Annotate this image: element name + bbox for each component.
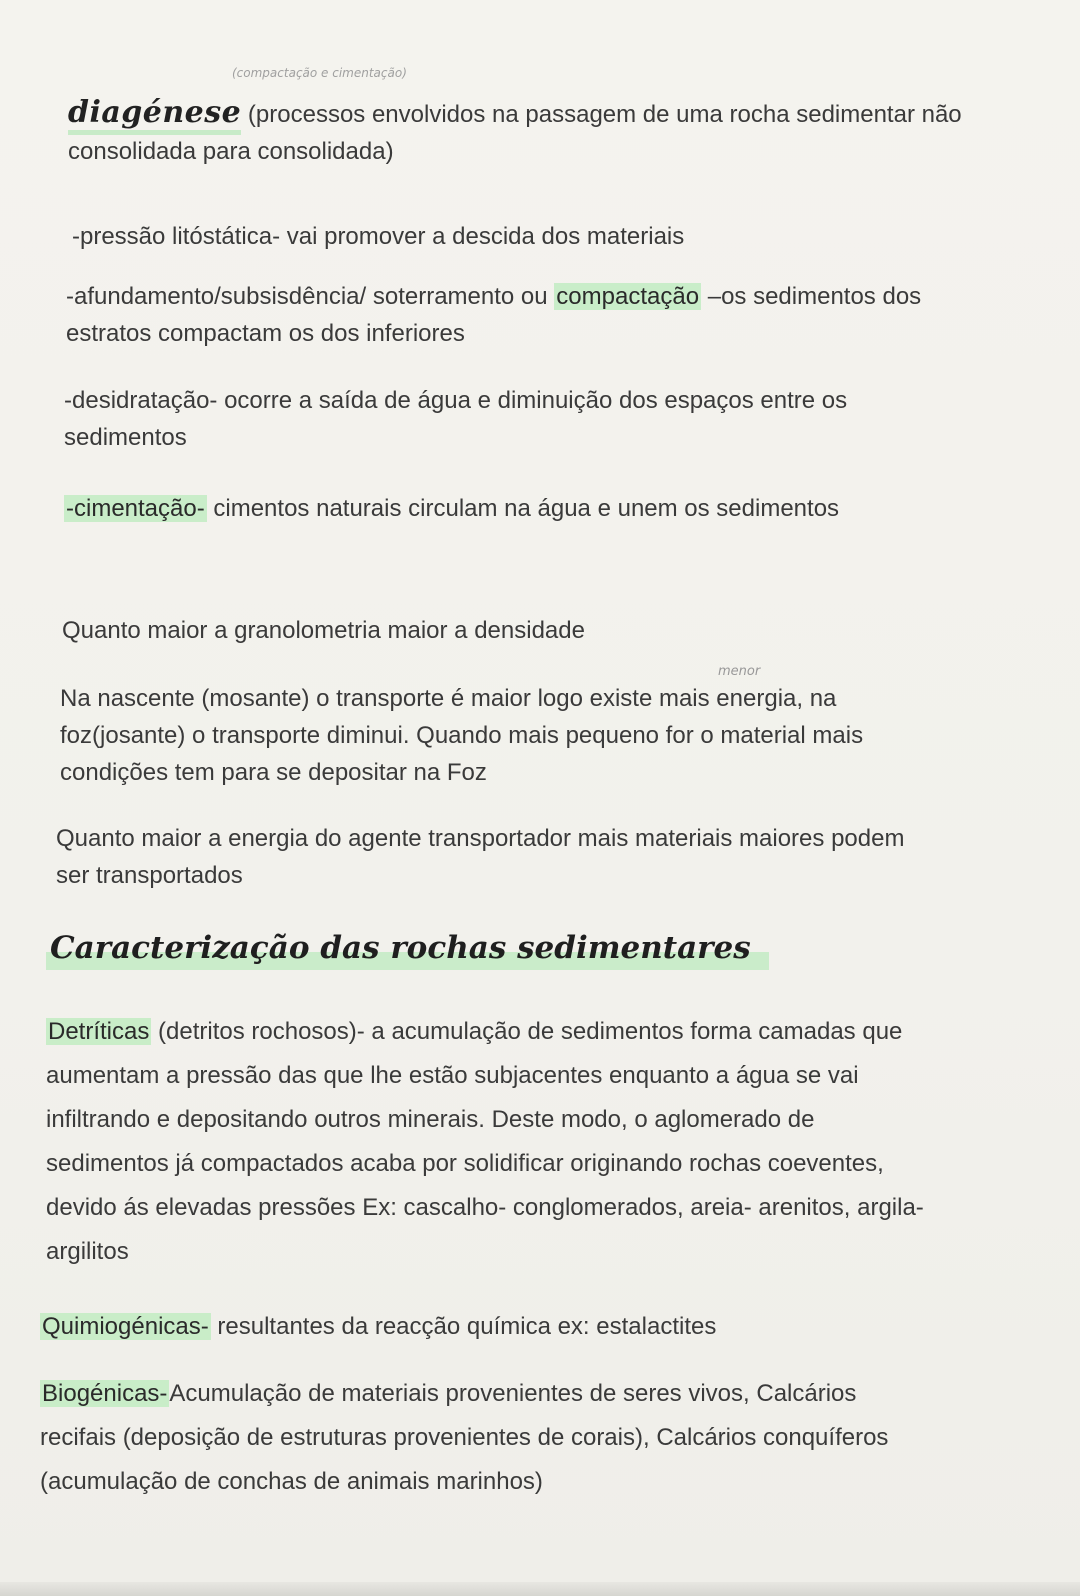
transporte-p1 [62,612,585,649]
transporte-p3-line-1: Quanto maior a energia do agente transportador mais materiais maiores podem [56,825,905,852]
item-afundamento-text-b: –os sedimentos dos [701,283,922,310]
detriticas-line-3: infiltrando e depositando outros minerais. Deste modo, o aglomerado de [46,1106,815,1133]
transporte-p3-line-2: ser transportados [56,862,243,889]
item-cimentacao [64,490,839,527]
quimiogenicas-text: resultantes da reacção química ex: estalactites [210,1313,717,1340]
item-desidratacao-line-2: sedimentos [64,424,187,451]
detriticas-paragraph [46,1010,924,1274]
detriticas-line-1: (detritos rochosos)- a acumulação de sedimentos forma camadas que [151,1018,903,1045]
item-cimentacao-text: cimentos naturais circulam na água e unem os sedimentos [206,495,840,522]
term-cimentacao: -cimentação- [66,495,205,522]
item-pressao-text: -pressão litóstática- vai promover a descida dos materiais [72,223,685,250]
item-afundamento [66,278,921,352]
item-afundamento-text-a: -afundamento/subsisdência/ soterramento ou [66,283,555,310]
transporte-p3 [56,820,904,894]
caracterizacao-heading: Caracterização das rochas sedimentares [46,930,769,970]
page-bottom-edge [0,1582,1080,1596]
item-desidratacao-line-1: -desidratação- ocorre a saída de água e diminuição dos espaços entre os [64,387,848,414]
diagenese-intro-line-2: consolidada para consolidada) [68,138,394,165]
detriticas-line-5: devido ás elevadas pressões Ex: cascalho- conglomerados, areia- arenitos, argila- [46,1194,924,1221]
diagenese-heading: diagénese [68,95,241,135]
transporte-p2 [60,680,863,791]
detriticas-line-2: aumentam a pressão das que lhe estão subjacentes enquanto a água se vai [46,1062,859,1089]
biogenicas-line-1: Acumulação de materiais provenientes de seres vivos, Calcários [169,1380,857,1407]
biogenicas-line-3: (acumulação de conchas de animais marinhos) [40,1468,543,1495]
term-detriticas: Detríticas [48,1018,150,1045]
item-pressao [72,218,684,255]
transporte-annotation-menor: menor [718,664,761,679]
biogenicas-line-2: recifais (deposição de estruturas provenientes de corais), Calcários conquíferos [40,1424,889,1451]
transporte-p2-line-3: condições tem para se depositar na Foz [60,759,487,786]
detriticas-line-4: sedimentos já compactados acaba por solidificar originando rochas coeventes, [46,1150,884,1177]
transporte-p2-line-1: Na nascente (mosante) o transporte é maior logo existe mais energia, na [60,685,837,712]
transporte-p1-text: Quanto maior a granolometria maior a densidade [62,617,585,644]
transporte-p2-line-2: foz(josante) o transporte diminui. Quando mais pequeno for o material mais [60,722,864,749]
biogenicas-paragraph [40,1372,888,1504]
detriticas-line-6: argilitos [46,1238,129,1265]
term-quimiogenicas: Quimiogénicas- [42,1313,209,1340]
item-afundamento-line-2: estratos compactam os dos inferiores [66,320,465,347]
diagenese-annotation: (compactação e cimentação) [232,66,407,80]
term-compactacao: compactação [556,283,700,310]
diagenese-intro-line-1: (processos envolvidos na passagem de uma rocha sedimentar não [241,101,962,128]
item-desidratacao [64,382,847,456]
diagenese-intro [68,94,962,170]
quimiogenicas-paragraph [40,1308,716,1345]
term-biogenicas: Biogénicas- [42,1380,168,1407]
